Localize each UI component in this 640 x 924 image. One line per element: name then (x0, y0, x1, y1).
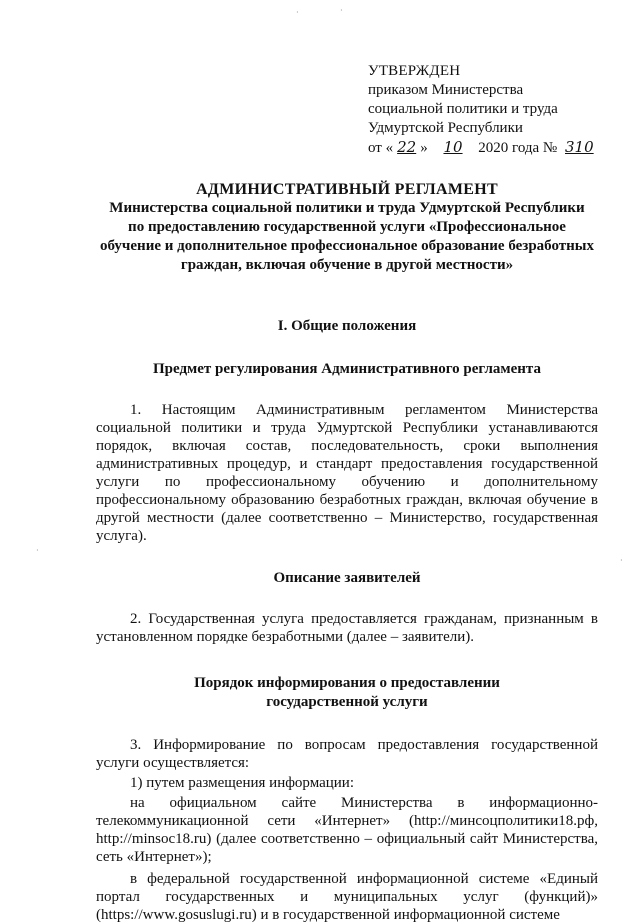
scan-speck: · (340, 6, 343, 15)
approval-line: приказом Министерства (368, 82, 524, 98)
order-mid: » (420, 140, 432, 156)
scan-speck: · (620, 556, 623, 565)
list-item-1: 1) путем размещения информации: (130, 775, 355, 791)
approval-line: Удмуртской Республики (368, 120, 523, 136)
order-line (368, 138, 598, 158)
approval-line: социальной политики и труда (368, 101, 558, 117)
approval-block (368, 62, 598, 158)
order-day: 22 (397, 138, 417, 156)
scan-speck: · (296, 8, 299, 17)
paragraph-3: 3. Информирование по вопросам предоставления государственной услуги осуществляется: (96, 737, 598, 771)
order-number: 310 (565, 138, 594, 156)
order-month: 10 (443, 138, 463, 156)
subsection-heading: Предмет регулирования Административного регламента (153, 361, 541, 377)
heading-line: Порядок информирования о предоставлении (194, 675, 500, 691)
subsection-heading: Описание заявителей (273, 570, 421, 586)
title-main: АДМИНИСТРАТИВНЫЙ РЕГЛАМЕНТ (196, 181, 498, 198)
document-body (96, 180, 598, 924)
paragraph-2: 2. Государственная услуга предоставляется гражданам, признанным в установленном порядке безработными (далее – заявители). (96, 611, 598, 645)
subsection-heading (96, 674, 598, 712)
title-line: Министерства социальной политики и труда Удмуртской Республики (109, 200, 585, 216)
list-item-1b: в федеральной государственной информационной системе «Единый портал государственных и муниципальных услуг (функций)» (https://www.gosuslugi.ru) и в государственной информационной системе (96, 871, 598, 923)
order-year: 2020 года № (474, 140, 561, 156)
scan-speck: · (36, 546, 39, 555)
document-title (96, 180, 598, 275)
section-heading: I. Общие положения (277, 318, 417, 334)
list-item-1a: на официальном сайте Министерства в информационно-телекоммуникационной сети «Интернет» (http://минсоцполитики18.рф, http://minsoc18.ru) (далее соответственно – официальный сайт Министерства, сеть «Интернет»); (96, 795, 598, 865)
paragraph-1: 1. Настоящим Административным регламентом Министерства социальной политики и труда Удмуртской Республики устанавливаются порядок, включая состав, последовательность, сроки выполнения административных процедур, и стандарт предоставления государственной услуги по профессиональному обучению и дополнительному профессиональному образованию безработных граждан, включая обучение в другой местности (далее соответственно – Министерство, государственная услуга). (96, 402, 598, 544)
title-line: граждан, включая обучение в другой местности» (180, 257, 514, 273)
title-line: обучение и дополнительное профессиональное образование безработных (100, 238, 594, 254)
approval-heading: УТВЕРЖДЕН (368, 63, 461, 79)
order-prefix: от « (368, 140, 394, 156)
title-line: по предоставлению государственной услуги «Профессиональное (128, 219, 566, 235)
heading-line: государственной услуги (266, 694, 428, 710)
